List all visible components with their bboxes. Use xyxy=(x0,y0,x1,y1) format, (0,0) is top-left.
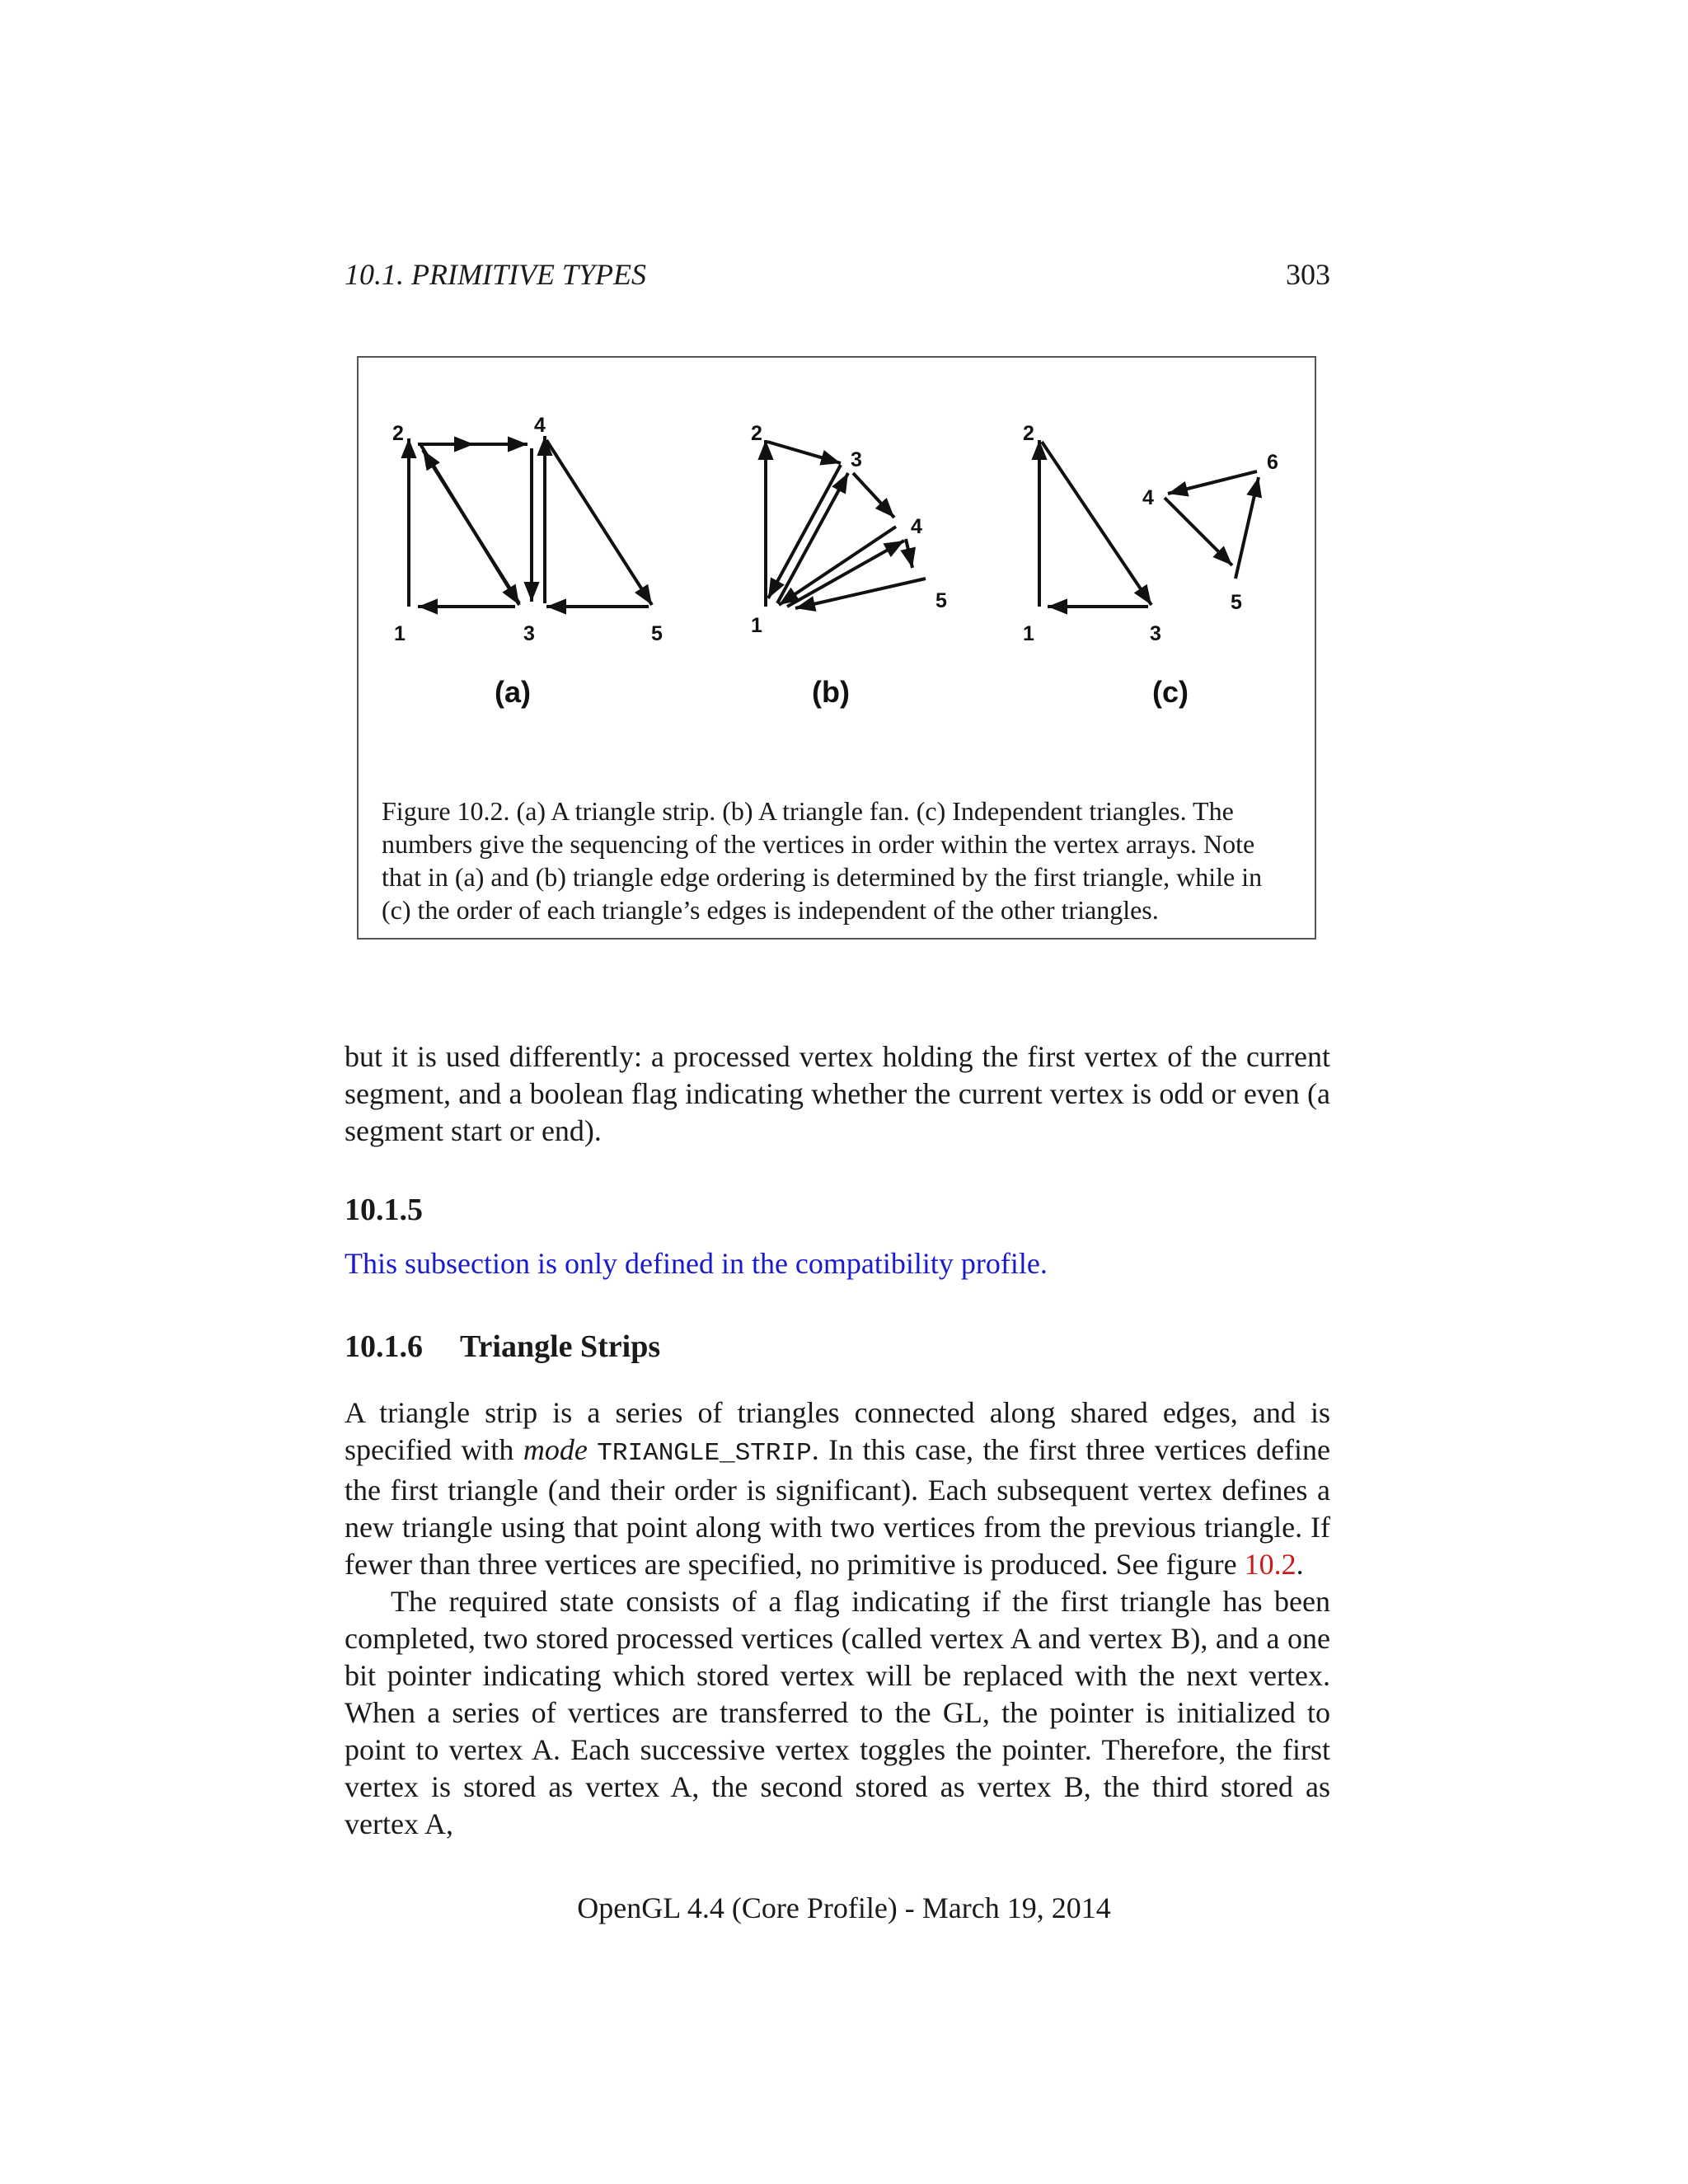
vertex-label: 2 xyxy=(392,422,404,445)
running-header-section: 10.1. PRIMITIVE TYPES xyxy=(345,258,646,291)
edge-c-6-4 xyxy=(1168,471,1257,494)
edge-a-3-2-diag xyxy=(423,450,519,603)
intro-paragraph xyxy=(345,1038,1330,1150)
page-number: 303 xyxy=(1286,258,1330,291)
vertex-label: 1 xyxy=(394,622,406,645)
edge-b-5-1 xyxy=(795,579,926,608)
section-title: Triangle Strips xyxy=(460,1329,661,1364)
vertex-label: 5 xyxy=(935,589,947,612)
vertex-label: 2 xyxy=(1023,422,1034,445)
vertex-label: 3 xyxy=(851,448,862,471)
paragraph-text: A triangle strip is a series of triangles connected along shared edges, and is specified with xyxy=(345,1396,1330,1466)
figure-ref-link[interactable]: 10.2 xyxy=(1244,1548,1296,1581)
figure-caption: Figure 10.2. (a) A triangle strip. (b) A triangle fan. (c) Independent triangles. The numbers give the sequencing of the vertices in order within the vertex arrays. Note that in (a) and (b) triangle edge ordering is determined by the first triangle, while in (c) the order of each triangle’s edges is independent of the other triangles. xyxy=(382,796,1263,925)
paragraph-1 xyxy=(345,1394,1330,1583)
vertex-label: 4 xyxy=(534,414,546,437)
vertex-label: 3 xyxy=(1150,622,1161,645)
paragraph-end: . xyxy=(1296,1548,1304,1581)
vertex-label: 5 xyxy=(1231,591,1242,614)
edge-c-5-6 xyxy=(1236,477,1259,579)
edge-b-4-5 xyxy=(906,539,912,568)
mode-term: mode xyxy=(523,1433,588,1466)
paragraph-text: . In this case, the first three vertices define the first triangle (and their order is significant). Each subsequent vertex defines a new triangle using that point along with two vertices from the previous triangle. If fewer than three vertices are specified, no primitive is produced. See figure xyxy=(345,1433,1331,1581)
edge-b-2-3 xyxy=(767,442,841,463)
vertex-label: 6 xyxy=(1267,451,1278,474)
edge-b-3-4 xyxy=(853,473,894,518)
vertex-label: 1 xyxy=(1023,622,1034,645)
section-heading-10-1-6 xyxy=(345,1329,660,1365)
figure-10-2 xyxy=(357,356,1316,940)
vertex-label: 3 xyxy=(523,622,535,645)
edge-a-4-5 xyxy=(546,440,652,605)
paragraph-2: The required state consists of a flag indicating if the first triangle has been completed, two stored processed vertices (called vertex A and vertex B), and a one bit pointer indicating which stored vertex will be replaced with the next vertex. When a series of vertices are transferred to the GL, the pointer is initialized to point to vertex A. Each successive vertex toggles the pointer. Therefore, the first vertex is stored as vertex A, the second stored as vertex B, the third stored as vertex A, xyxy=(345,1585,1330,1840)
vertex-label: 4 xyxy=(911,515,922,538)
edge-c-4-5 xyxy=(1165,498,1232,565)
section-body-10-1-6 xyxy=(345,1394,1330,1843)
section-heading-10-1-5 xyxy=(345,1192,460,1228)
vertex-label: 5 xyxy=(651,622,663,645)
vertex-label: 4 xyxy=(1142,486,1154,509)
panel-label-b: (b) xyxy=(812,675,850,709)
section-number: 10.1.5 xyxy=(345,1193,423,1227)
page-footer: OpenGL 4.4 (Core Profile) - March 19, 2014 xyxy=(577,1891,1111,1924)
panel-label-c: (c) xyxy=(1152,675,1189,709)
compatibility-note-link[interactable]: This subsection is only defined in the compatibility profile. xyxy=(345,1247,1048,1280)
code-token: TRIANGLE_STRIP xyxy=(597,1439,812,1468)
section-number: 10.1.6 xyxy=(345,1329,423,1364)
panel-label-a: (a) xyxy=(495,675,531,709)
vertex-label: 1 xyxy=(751,614,762,637)
vertex-label: 2 xyxy=(751,422,762,445)
triangle-diagram xyxy=(359,358,1315,786)
edge-b-3-1 xyxy=(768,465,841,598)
paragraph-text: but it is used differently: a processed vertex holding the first vertex of the current segment, and a boolean flag indicating whether the current vertex is odd or even (a segment start or end). xyxy=(345,1040,1330,1147)
edge-c-2-3 xyxy=(1042,442,1151,605)
